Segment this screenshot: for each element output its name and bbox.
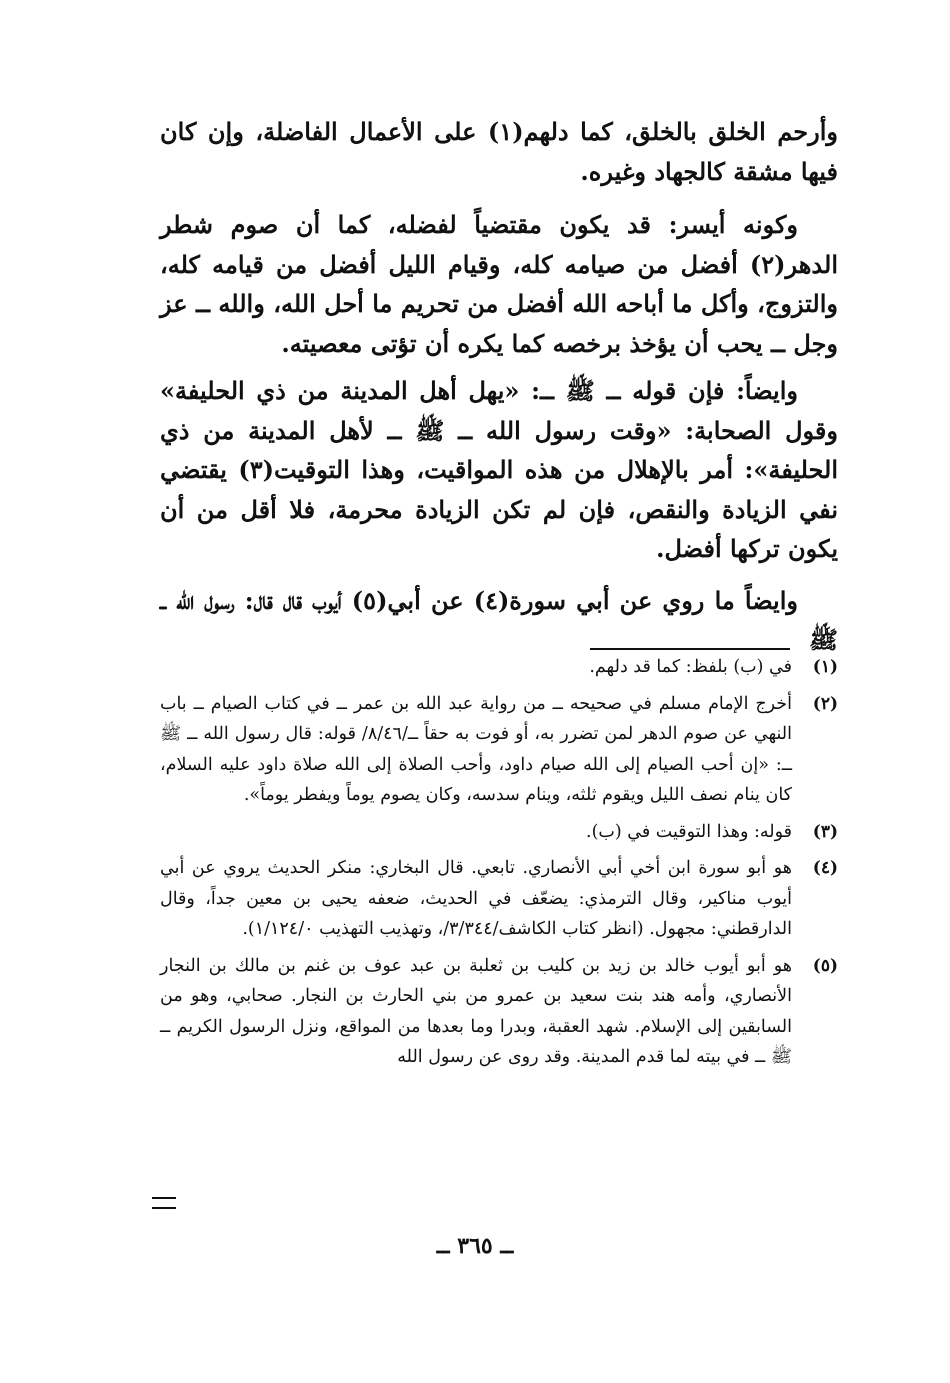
paragraph-4: وايضاً ما روي عن أبي سورة(٤) عن أبي(٥) أيوب قال قال: رسول الله ــ ﷺ — [160, 585, 838, 654]
footnote-separator — [590, 648, 790, 650]
footnotes — [160, 652, 838, 1079]
footnote-text: هو أبو سورة ابن أخي أبي الأنصاري. تابعي. قال البخاري: منكر الحديث يروي عن أبي أيوب مناكير، وقال الترمذي: يضعّف في الحديث، ضعفه يحيى بن معين جداً، وقال الدارقطني: مجهول. (انظر كتاب الكاشف/٣/٣٤٤/، وتهذيب التهذيب ١/١٢٤/٠). — [160, 858, 792, 939]
footnote-number: (٣) — [812, 821, 838, 842]
paragraph-3: وايضاً: فإن قوله ــ ﷺ ــ: «يهل أهل المدينة من ذي الحليفة» وقول الصحابة: «وقت رسول الله ــ ﷺ ــ لأهل المدينة من ذي الحليفة»: أمر بالإهلال من هذه المواقيت، وهذا التوقيت(٣) يقتضي نفي الزيادة والنقص، فإن لم تكن الزيادة محرمة، فلا أقل من أن يكون تركها أفضل. — [160, 376, 839, 563]
footnote-number: (١) — [812, 657, 838, 677]
footnote-text: أخرج الإمام مسلم في صحيحه ــ من رواية عبد الله بن عمر ــ في كتاب الصيام ــ باب النهي عن صوم الدهر لمن تضرر به، أو فوت به حقاً ــ/٨/٤٦/ قوله: قال رسول الله ــ ﷺ ــ: «إن أحب الصيام إلى الله صيام داود، وأحب الصلاة إلى الله صلاة داود عليه السلام، كان ينام نصف الليل ويقوم ثلثه، وينام سدسه، وكان يصوم يوماً ويفطر يوماً». — [160, 693, 792, 805]
page-number: ــ ٣٦٥ ــ — [436, 1233, 514, 1259]
footnote-text: هو أبو أيوب خالد بن زيد بن كليب بن ثعلبة بن عبد عوف بن غنم بن مالك بن النجار الأنصاري، وأمه هند بنت سعيد بن عمرو من بني الحارث بن النجار. صحابي، وهو من السابقين إلى الإسلام. شهد العقبة، وبدرا وما بعدها من المواقع، ونزل الرسول الكريم ــ ﷺ ــ في بيته لما قدم المدينة. وقد روى عن رسول الله — [160, 955, 792, 1067]
footnote-3 — [160, 817, 838, 848]
footnote-number: (٢) — [812, 693, 838, 714]
footnote-text: في (ب) بلفظ: كما قد دلهم. — [589, 657, 792, 677]
footnote-text: قوله: وهذا التوقيت في (ب). — [586, 821, 792, 842]
footnote-4 — [160, 853, 838, 945]
footnote-1 — [160, 652, 838, 683]
paragraph-1: وأرحم الخلق بالخلق، كما دلهم(١) على الأعمال الفاضلة، وإن كان فيها مشقة كالجهاد وغيره. — [160, 117, 838, 186]
paragraph-2: وكونه أيسر: قد يكون مقتضياً لفضله، كما أن صوم شطر الدهر(٢) أفضل من صيامه كله، وقيام الليل أفضل من قيامه كله، والتزوج، وأكل ما أباحه الله أفضل من تحريم ما أحل الله، والله ــ عز وجل ــ يحب أن يؤخذ برخصه كما يكره أن تؤتى معصيته. — [160, 210, 838, 358]
continuation-mark — [152, 1197, 176, 1209]
footnote-2 — [160, 689, 838, 811]
footnote-number: (٥) — [812, 955, 838, 976]
footnote-5 — [160, 951, 838, 1073]
main-text — [160, 112, 838, 660]
footnote-number: (٤) — [812, 858, 838, 878]
